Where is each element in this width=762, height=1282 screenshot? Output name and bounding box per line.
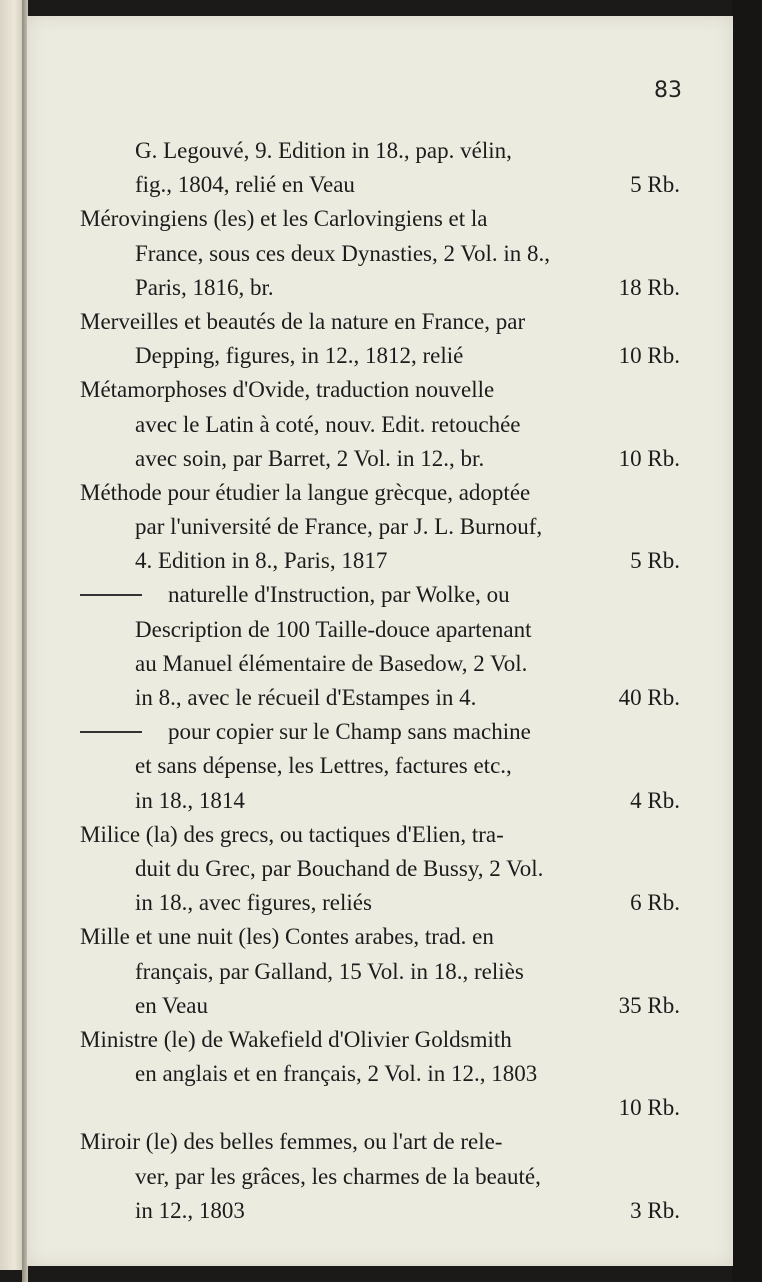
entry-text: avec le Latin à coté, nouv. Edit. retouchée xyxy=(135,411,521,437)
entry-heading-line xyxy=(80,305,680,339)
entry-price: 18 Rb. xyxy=(618,274,680,300)
entry-text: in 18., avec figures, reliés xyxy=(135,890,372,916)
entry-text: pour copier sur le Champ sans machine xyxy=(168,719,531,745)
entry-line xyxy=(80,1057,680,1091)
page-number: 83 xyxy=(654,78,682,103)
catalog-entry xyxy=(80,134,680,202)
entry-text: naturelle d'Instruction, par Wolke, ou xyxy=(168,582,510,608)
catalog-entry xyxy=(80,202,680,305)
catalog-entry xyxy=(80,305,680,373)
entry-price: 4 Rb. xyxy=(630,787,680,813)
entry-heading-line xyxy=(80,202,680,236)
entry-price: 40 Rb. xyxy=(618,685,680,710)
entry-price: 35 Rb. xyxy=(618,992,680,1018)
entry-line xyxy=(80,681,680,715)
entry-line xyxy=(80,339,680,373)
catalog-entry xyxy=(80,578,680,715)
entry-text: 4. Edition in 8., Paris, 1817 xyxy=(135,548,388,574)
entry-text: par l'université de France, par J. L. Burnouf, xyxy=(135,514,543,540)
entry-text: en anglais et en français, 2 Vol. in 12., 1803 xyxy=(135,1061,538,1087)
entry-price: 5 Rb. xyxy=(630,548,680,574)
entry-text: fig., 1804, relié en Veau xyxy=(135,172,355,198)
entry-line xyxy=(80,1160,680,1194)
catalog-entry xyxy=(80,818,680,921)
catalog-entry xyxy=(80,373,680,476)
entry-line xyxy=(80,1091,680,1125)
entry-heading-line xyxy=(80,1125,680,1159)
entry-text: Depping, figures, in 12., 1812, relié xyxy=(135,343,464,369)
entry-text: in 18., 1814 xyxy=(135,787,245,813)
entry-line xyxy=(80,544,680,578)
entry-heading-line xyxy=(80,818,680,852)
entry-line xyxy=(80,784,680,818)
catalog-entry xyxy=(80,476,680,579)
entry-text: au Manuel élémentaire de Basedow, 2 Vol. xyxy=(135,650,528,676)
entry-text: in 8., avec le récueil d'Estampes in 4. xyxy=(135,685,477,710)
entry-text-wrap xyxy=(80,715,531,749)
entry-line xyxy=(80,955,680,989)
entry-line xyxy=(80,168,680,202)
ditto-dash xyxy=(80,731,142,733)
entry-text: Ministre (le) de Wakefield d'Olivier Goldsmith xyxy=(80,1026,512,1052)
entry-line xyxy=(80,271,680,305)
catalog-entries xyxy=(80,134,680,1228)
entry-line xyxy=(80,852,680,886)
catalog-entry xyxy=(80,1125,680,1228)
catalog-entry xyxy=(80,1023,680,1126)
entry-price: 10 Rb. xyxy=(618,445,680,471)
entry-line xyxy=(80,886,680,920)
entry-line xyxy=(80,134,680,168)
entry-line xyxy=(80,442,680,476)
entry-line xyxy=(80,749,680,783)
entry-price: 6 Rb. xyxy=(630,890,680,916)
entry-heading-line xyxy=(80,920,680,954)
entry-heading-line xyxy=(80,1023,680,1057)
entry-line xyxy=(80,408,680,442)
entry-text: avec soin, par Barret, 2 Vol. in 12., br. xyxy=(135,445,485,471)
entry-price: 10 Rb. xyxy=(618,1095,680,1121)
ditto-dash xyxy=(80,594,142,596)
entry-text: Merveilles et beautés de la nature en France, par xyxy=(80,308,526,334)
entry-text: duit du Grec, par Bouchand de Bussy, 2 Vol. xyxy=(135,855,544,881)
entry-line xyxy=(80,1194,680,1228)
entry-line xyxy=(80,237,680,271)
entry-text: G. Legouvé, 9. Edition in 18., pap. vélin, xyxy=(135,138,512,163)
entry-text: Description de 100 Taille-douce apartenant xyxy=(135,616,532,642)
entry-price: 10 Rb. xyxy=(618,343,680,369)
entry-text: Paris, 1816, br. xyxy=(135,274,274,300)
entry-line xyxy=(80,613,680,647)
entry-line xyxy=(80,989,680,1023)
entry-heading-line xyxy=(80,373,680,407)
entry-heading-line xyxy=(80,578,680,612)
entry-text: Miroir (le) des belles femmes, ou l'art de rele- xyxy=(80,1129,503,1155)
entry-line xyxy=(80,510,680,544)
entry-text: France, sous ces deux Dynasties, 2 Vol. in 8., xyxy=(135,240,551,266)
entry-text: Mille et une nuit (les) Contes arabes, trad. en xyxy=(80,924,494,950)
entry-line xyxy=(80,647,680,681)
scan-background xyxy=(732,0,762,1282)
catalog-entry xyxy=(80,920,680,1023)
entry-text: et sans dépense, les Lettres, factures etc., xyxy=(135,753,512,779)
entry-heading-line xyxy=(80,715,680,749)
entry-text: en Veau xyxy=(135,992,209,1018)
entry-price: 5 Rb. xyxy=(630,172,680,198)
entry-text-wrap xyxy=(80,578,510,612)
entry-text: français, par Galland, 15 Vol. in 18., reliès xyxy=(135,958,524,984)
entry-text: Mérovingiens (les) et les Carlovingiens et la xyxy=(80,206,488,232)
entry-price: 3 Rb. xyxy=(630,1197,680,1223)
entry-text: ver, par les grâces, les charmes de la beauté, xyxy=(135,1163,541,1189)
entry-heading-line xyxy=(80,476,680,510)
entry-text: Milice (la) des grecs, ou tactiques d'Elien, tra- xyxy=(80,821,504,847)
entry-text: in 12., 1803 xyxy=(135,1197,245,1223)
catalog-entry xyxy=(80,715,680,818)
facing-page-edge xyxy=(0,0,24,1270)
entry-text: Méthode pour étudier la langue grècque, adoptée xyxy=(80,479,531,505)
entry-text: Métamorphoses d'Ovide, traduction nouvelle xyxy=(80,377,495,403)
